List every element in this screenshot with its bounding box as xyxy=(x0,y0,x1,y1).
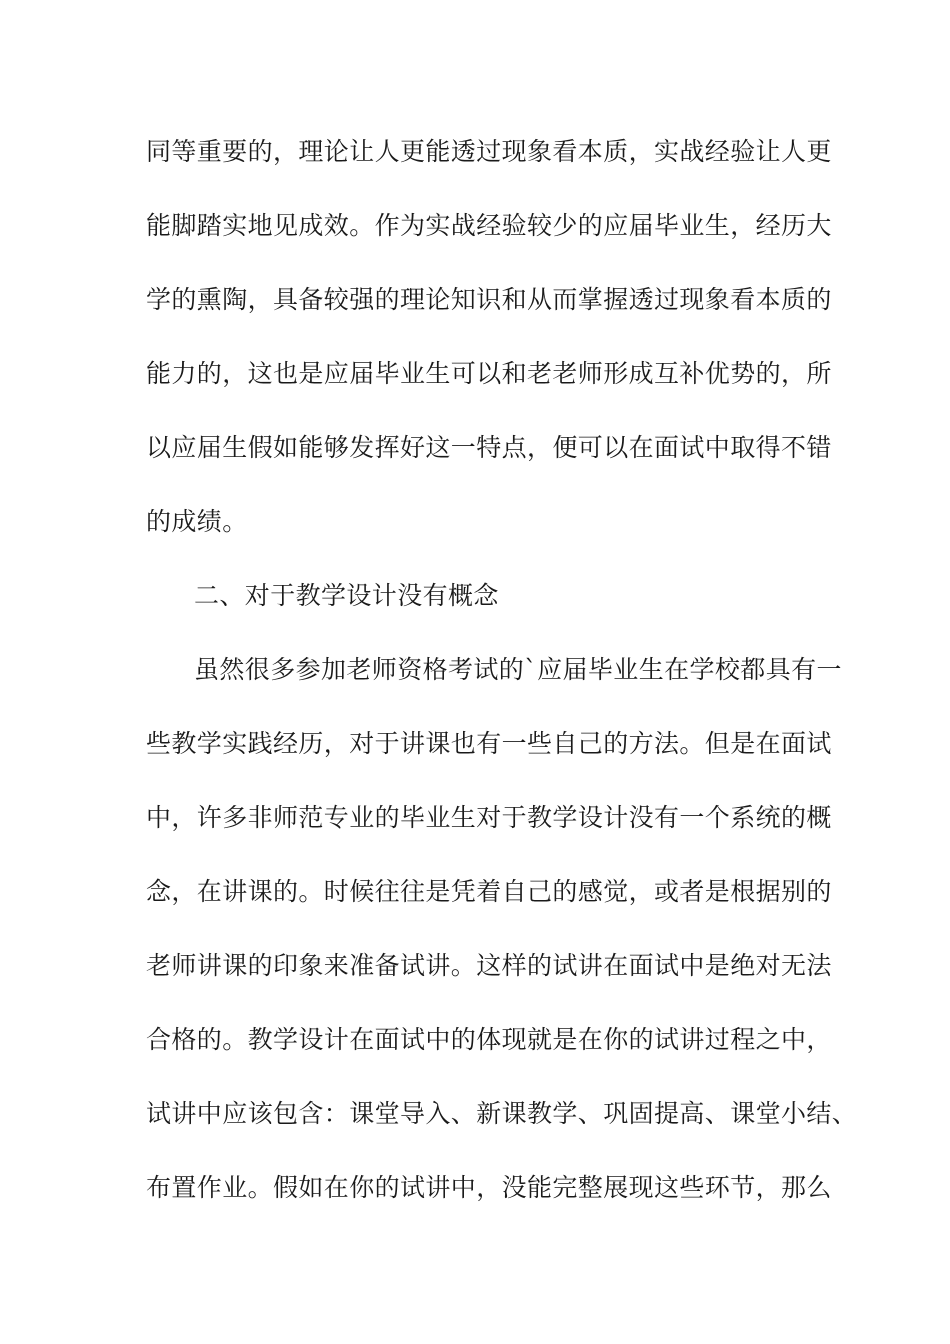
paragraph-line: 老师讲课的印象来准备试讲。这样的试讲在面试中是绝对无法 xyxy=(146,951,832,980)
paragraph-line: 的成绩。 xyxy=(146,507,248,536)
paragraph-line: 念，在讲课的。时候往往是凭着自己的感觉，或者是根据别的 xyxy=(146,877,832,906)
paragraph-line: 虽然很多参加老师资格考试的`应届毕业生在学校都具有一 xyxy=(194,655,842,684)
paragraph-line: 中，许多非师范专业的毕业生对于教学设计没有一个系统的概 xyxy=(146,803,832,832)
paragraph-line: 试讲中应该包含：课堂导入、新课教学、巩固提高、课堂小结、 xyxy=(146,1099,858,1128)
paragraph-line: 以应届生假如能够发挥好这一特点，便可以在面试中取得不错 xyxy=(146,433,832,462)
paragraph-line: 能力的，这也是应届毕业生可以和老老师形成互补优势的，所 xyxy=(146,359,832,388)
paragraph-line: 合格的。教学设计在面试中的体现就是在你的试讲过程之中， xyxy=(146,1025,832,1054)
paragraph-line: 能脚踏实地见成效。作为实战经验较少的应届毕业生，经历大 xyxy=(146,211,832,240)
paragraph-line: 些教学实践经历，对于讲课也有一些自己的方法。但是在面试 xyxy=(146,729,832,758)
paragraph-line: 同等重要的，理论让人更能透过现象看本质，实战经验让人更 xyxy=(146,137,832,166)
paragraph-line: 学的熏陶，具备较强的理论知识和从而掌握透过现象看本质的 xyxy=(146,285,832,314)
section-heading: 二、对于教学设计没有概念 xyxy=(194,581,499,610)
paragraph-line: 布置作业。假如在你的试讲中，没能完整展现这些环节，那么 xyxy=(146,1173,832,1202)
